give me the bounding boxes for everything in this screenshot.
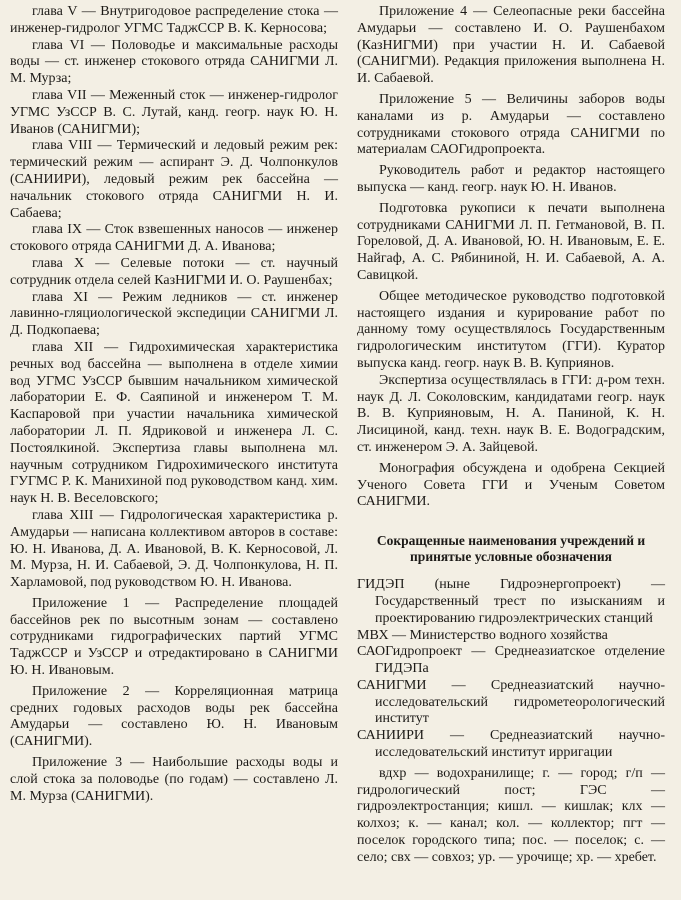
paragraph: Приложение 2 — Корреляционная матрица средних годовых расходов воды рек бассейна Амударьи — составлено Ю. Н. Ивановым (САНИГМИ). (10, 683, 338, 750)
paragraph: глава XI — Режим ледников — ст. инженер лавинно-гляциологической экспедиции САНИГМИ Л. Д. Подкопаева; (10, 289, 338, 339)
abbreviation-entry: ГИДЭП (ныне Гидроэнергопроект) — Государственный трест по изысканиям и проектированию гидроэлектрических станций (357, 577, 665, 626)
abbreviation-entry: САНИГМИ — Среднеазиатский научно-исследовательский гидрометеорологический институт (357, 677, 665, 727)
paragraph: Приложение 5 — Величины заборов воды каналами из р. Амударьи — составлено сотрудниками стокового отряда САНИГМИ по материалам САОГидропроекта. (357, 91, 665, 158)
paragraph: Общее методическое руководство подготовкой настоящего издания и курирование работ по данному тому осуществлялось Государственным гидрологическим институтом (ГГИ). Куратор выпуска канд. геогр. наук В. В. Куприянов. (357, 288, 665, 371)
paragraph: глава IX — Сток взвешенных наносов — инженер стокового отряда САНИГМИ Д. А. Иванова; (10, 222, 338, 255)
abbreviation-entry: САНИИРИ — Среднеазиатский научно-исследовательский институт ирригации (357, 728, 665, 761)
paragraph: глава VI — Половодье и максимальные расходы воды — ст. инженер стокового отряда САНИГМИ Л. М. Мурза; (10, 37, 338, 87)
conventions-list: вдхр — водохранилище; г. — город; г/п — гидрологический пост; ГЭС — гидроэлектростанция; кишл. — кишлак; клх — колхоз; к. — канал; кол. — коллектор; пгт — поселок городского типа; пос. — поселок; с. — село; свх — совхоз; ур. — урочище; хр. — хребет. (357, 765, 665, 865)
abbreviation-entry: МВХ — Министерство водного хозяйства (357, 627, 608, 643)
paragraph: Экспертиза осуществлялась в ГГИ: д-ром техн. наук Д. Л. Соколовским, кандидатами геогр. наук В. В. Куприяновым, Н. А. Паниной, К. Н. Лисициной, канд. техн. наук В. Е. Водоградским, ст. инженером Э. А. Зайцевой. (357, 372, 665, 455)
paragraph: Руководитель работ и редактор настоящего выпуска — канд. геогр. наук Ю. Н. Иванов. (357, 163, 665, 195)
paragraph: глава X — Селевые потоки — ст. научный сотрудник отдела селей КазНИГМИ И. О. Раушенбах; (10, 255, 338, 288)
paragraph: глава VII — Меженный сток — инженер-гидролог УГМС УзССР В. С. Лутай, канд. геогр. наук Ю. Н. Иванов (САНИГМИ); (10, 87, 338, 137)
paragraph: Приложение 1 — Распределение площадей бассейнов рек по высотным зонам — составлено сотрудниками гидрографических партий УГМС ТаджССР и УзССР и отредактировано в САНИГМИ Ю. Н. Ивановым. (10, 595, 338, 679)
right-column (357, 4, 665, 867)
left-column (10, 4, 338, 805)
paragraph: глава VIII — Термический и ледовый режим рек: термический режим — аспирант Э. Д. Чолпонкулов (САНИИРИ), ледовый режим рек бассейна — начальник стокового отряда САНИГМИ Н. И. Сабаева; (10, 138, 338, 221)
abbreviation-entry: САОГидропроект — Среднеазиатское отделение ГИДЭПа (357, 644, 665, 677)
paragraph: Монография обсуждена и одобрена Секцией Ученого Совета ГГИ и Ученым Советом САНИГМИ. (357, 460, 665, 510)
paragraph: Приложение 4 — Селеопасные реки бассейна Амударьи — составлено И. О. Раушенбахом (КазНИГМИ) при участии Н. И. Сабаевой (САНИГМИ). Редакция приложения выполнена Н. И. Сабаевой. (357, 4, 665, 87)
paragraph: глава XII — Гидрохимическая характеристика речных вод бассейна — выполнена в отделе химии вод УГМС УзССР бывшим начальником химической лаборатории Е. Ф. Саяпиной и инженером Т. М. Каспаровой при участии начальника химической лаборатории Л. П. Ядриковой и инженера Л. С. Постоялкиной. Экспертиза главы выполнена мл. научным сотрудником Гидрохимического института ГУГМС Р. К. Манихиной под руководством канд. хим. наук Н. В. Веселовского; (10, 339, 338, 507)
paragraph: глава XIII — Гидрологическая характеристика р. Амударьи — написана коллективом авторов в составе: Ю. Н. Иванова, Д. А. Ивановой, В. К. Керносовой, Л. М. Мурза, Н. И. Сабаевой, Э. Д. Чолпонкулова, Н. П. Харламовой, под руководством Ю. Н. Иванова. (10, 507, 338, 591)
paragraph: Приложение 3 — Наибольшие расходы воды и слой стока за половодье (по годам) — составлено Л. М. Мурза (САНИГМИ). (10, 755, 338, 804)
paragraph: глава V — Внутригодовое распределение стока — инженер-гидролог УГМС ТаджССР В. К. Керносова; (10, 4, 338, 36)
section-heading: Сокращенные наименования учреждений и принятые условные обозначения (376, 533, 646, 565)
paragraph: Подготовка рукописи к печати выполнена сотрудниками САНИГМИ Л. П. Гетмановой, В. П. Гореловой, Д. А. Ивановой, Ю. Н. Ивановым, Е. Е. Найгаф, А. С. Рябининой, Н. И. Сабаевой, А. А. Савицкой. (357, 200, 665, 283)
